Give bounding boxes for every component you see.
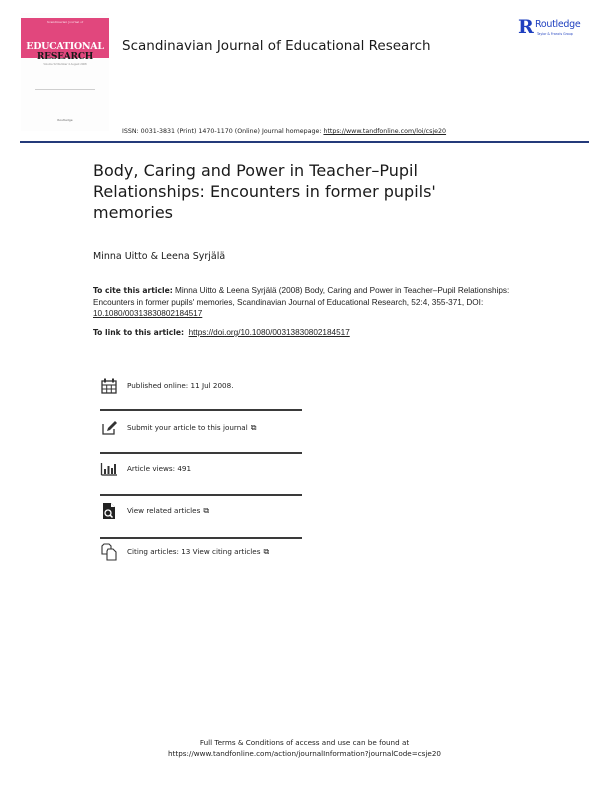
divider <box>100 409 302 411</box>
journal-title: Scandinavian Journal of Educational Research <box>122 38 431 54</box>
info-item-citing[interactable] <box>100 543 302 563</box>
cover-divider <box>35 89 95 90</box>
article-doi-url[interactable]: https://doi.org/10.1080/00313830802184517 <box>188 328 350 337</box>
external-link-icon: ⧉ <box>203 506 210 515</box>
footer-terms <box>0 737 609 759</box>
doi-link[interactable]: 10.1080/00313830802184517 <box>93 309 203 318</box>
divider <box>100 537 302 539</box>
divider <box>100 452 302 454</box>
bar-chart-icon <box>100 460 118 478</box>
published-online-text: Published online: 11 Jul 2008. <box>127 381 234 390</box>
copy-documents-icon <box>100 543 118 561</box>
cite-label: To cite this article: <box>93 286 173 295</box>
info-item-submit[interactable] <box>100 419 302 439</box>
publisher-tagline: Taylor & Francis Group <box>537 32 573 36</box>
cover-journal-small: Scandinavian Journal of <box>46 20 84 24</box>
cover-title-line1: EDUCATIONAL <box>26 41 104 52</box>
cite-text: Minna Uitto & Leena Syrjälä (2008) Body, Caring and Power in Teacher–Pupil Relationships: Encounters in former pupils' memories, Scandinavian Journal of Educational Research, 52:4, 355-371, DOI: <box>93 286 510 307</box>
citation-block <box>93 285 513 320</box>
view-related-articles-link[interactable] <box>127 506 209 516</box>
article-link-line <box>93 328 350 337</box>
cover-publisher: Routledge <box>57 118 73 122</box>
routledge-r-icon: R <box>518 16 534 38</box>
citing-articles-label: Citing articles: 13 View citing articles <box>127 547 261 556</box>
cover-title-line2: RESEARCH <box>36 52 94 62</box>
journal-cover-thumbnail <box>21 13 109 131</box>
document-search-icon <box>100 502 118 520</box>
issn-line <box>122 128 446 135</box>
publisher-name: Routledge <box>535 19 581 30</box>
edit-icon <box>100 419 118 437</box>
article-title: Body, Caring and Power in Teacher–Pupil Relationships: Encounters in former pupils' memories <box>93 161 436 222</box>
article-views-text: Article views: 491 <box>127 464 192 473</box>
header-rule <box>20 141 589 143</box>
article-authors: Minna Uitto & Leena Syrjälä <box>93 251 226 262</box>
link-label: To link to this article: <box>93 328 185 337</box>
info-item-related[interactable] <box>100 502 302 522</box>
submit-article-link[interactable] <box>127 423 256 433</box>
citing-articles-link[interactable] <box>127 547 269 557</box>
related-articles-label: View related articles <box>127 506 201 515</box>
info-item-published <box>100 377 302 397</box>
journal-homepage-link[interactable]: https://www.tandfonline.com/loi/csje20 <box>323 128 447 135</box>
external-link-icon: ⧉ <box>250 423 257 432</box>
divider <box>100 494 302 496</box>
calendar-icon <box>100 377 118 395</box>
routledge-logo <box>518 17 598 39</box>
external-link-icon: ⧉ <box>263 547 270 556</box>
issn-text: ISSN: 0031-3831 (Print) 1470-1170 (Online) Journal homepage: <box>122 128 324 135</box>
cover-volume: Volume 52 Number 4 August 2008 <box>43 63 87 66</box>
footer-terms-url[interactable]: https://www.tandfonline.com/action/journalInformation?journalCode=csje20 <box>168 749 441 758</box>
info-item-views <box>100 460 302 480</box>
submit-article-label: Submit your article to this journal <box>127 423 248 432</box>
footer-line1: Full Terms & Conditions of access and use can be found at <box>199 738 410 747</box>
